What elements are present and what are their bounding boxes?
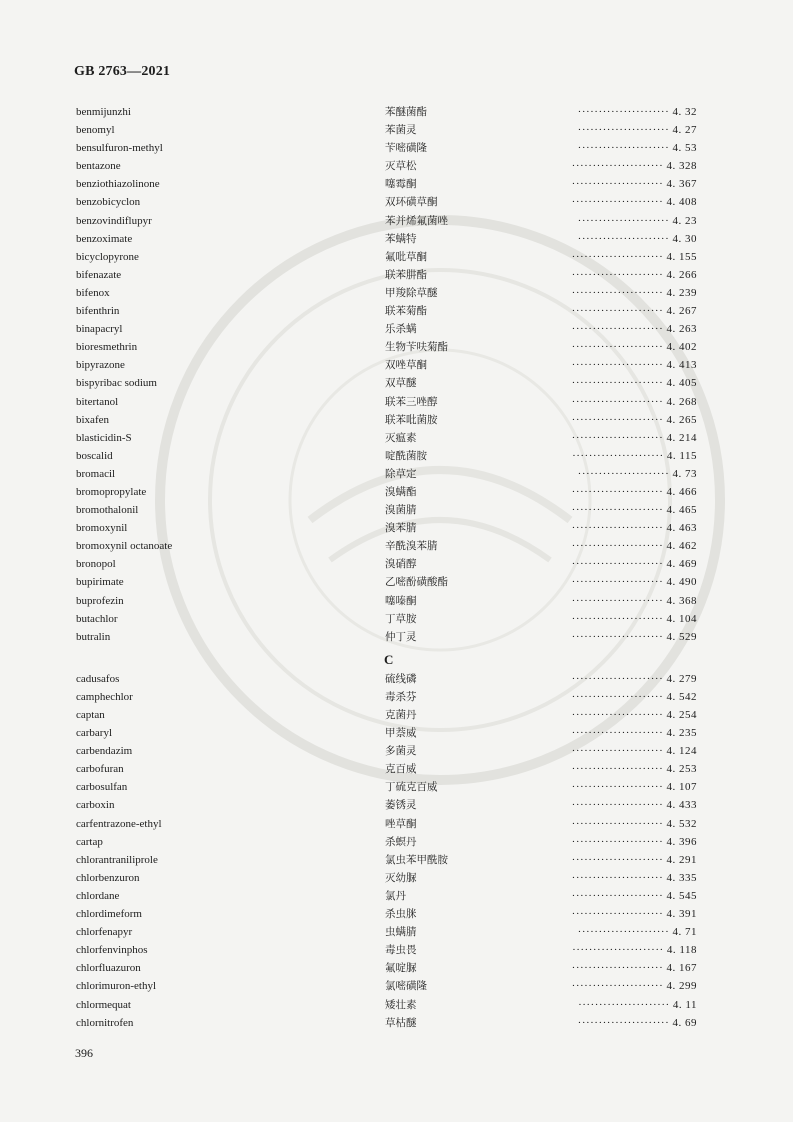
english-name: chlorfenvinphos [76,944,148,957]
index-list [0,103,793,1032]
index-entry [0,670,793,688]
section-reference: ······················ 4. 155 [571,250,697,263]
chinese-name: 联苯肼酯 [385,268,427,281]
chinese-name: 联苯吡菌胺 [385,413,438,426]
index-entry [0,706,793,724]
section-reference: ······················ 4. 291 [571,853,697,866]
english-name: bixafen [76,413,109,426]
english-name: benomyl [76,124,115,137]
english-name: chlorfluazuron [76,962,141,975]
english-name: buprofezin [76,594,124,607]
english-name: benmijunzhi [76,106,131,118]
chinese-name: 苯并烯氟菌唑 [385,214,448,227]
section-reference: ······················ 4. 463 [571,522,697,535]
section-reference: ······················ 4. 71 [577,926,697,939]
section-reference: ······················ 4. 462 [571,540,697,553]
chinese-name: 克菌丹 [385,709,417,721]
english-name: bifenthrin [76,305,120,318]
index-entry [0,573,793,591]
chinese-name: 氟吡草酮 [385,250,427,263]
chinese-name: 氯嘧磺隆 [385,980,427,993]
section-reference: ······················ 4. 23 [577,214,697,227]
english-name: chlorbenzuron [76,871,140,884]
page-number: 396 [75,1046,93,1060]
section-reference: ······················ 4. 279 [571,672,697,685]
index-entry [0,284,793,302]
section-reference: ······················ 4. 408 [571,196,697,209]
chinese-name: 联苯菊酯 [385,305,427,318]
section-reference: ······················ 4. 263 [571,323,697,336]
chinese-name: 氯虫苯甲酰胺 [385,853,448,866]
section-reference: ······················ 4. 32 [577,106,697,118]
index-entry [0,302,793,320]
chinese-name: 啶酰菌胺 [385,449,427,462]
english-name: blasticidin-S [76,431,132,444]
chinese-name: 溴螨酯 [385,485,417,498]
index-entry [0,483,793,501]
chinese-name: 噻霉酮 [385,178,417,191]
english-name: carboxin [76,799,115,812]
section-reference: ······················ 4. 266 [571,268,697,281]
index-entry [0,193,793,211]
section-reference: ······················ 4. 413 [571,359,697,372]
index-entry [0,175,793,193]
index-entry [0,519,793,537]
index-entry [0,941,793,959]
index-entry [0,1014,793,1032]
section-reference: ······················ 4. 107 [571,781,697,794]
chinese-name: 甲萘威 [385,727,417,740]
index-entry [0,815,793,833]
index-entry [0,338,793,356]
english-name: bromopropylate [76,485,147,498]
index-entry [0,139,793,157]
english-name: bifenazate [76,268,122,281]
index-entry [0,851,793,869]
index-entry [0,760,793,778]
section-reference: ······················ 4. 118 [572,944,697,957]
english-name: chlordane [76,889,120,902]
index-entry [0,230,793,248]
english-name: bifenox [76,286,110,299]
english-name: carbendazim [76,745,133,758]
chinese-name: 矮壮素 [385,998,417,1011]
english-name: carbosulfan [76,781,128,794]
english-name: bromoxynil octanoate [76,540,173,553]
section-letter: C [384,651,394,667]
chinese-name: 双环磺草酮 [385,196,438,209]
section-reference: ······················ 4. 253 [571,763,697,776]
section-reference: ······················ 4. 529 [571,630,697,643]
index-entry [0,923,793,941]
english-name: benzovindiflupyr [76,214,152,227]
chinese-name: 杀螟丹 [385,835,417,848]
index-entry [0,356,793,374]
index-entry [0,393,793,411]
index-entry [0,248,793,266]
chinese-name: 苯醚菌酯 [385,106,427,118]
index-entry [0,374,793,392]
english-name: bioresmethrin [76,341,138,354]
section-reference: ······················ 4. 391 [571,908,697,921]
english-name: bronopol [76,558,116,571]
chinese-name: 乙嘧酚磺酸酯 [385,576,448,589]
chinese-name: 双唑草酮 [385,359,427,372]
index-entry [0,688,793,706]
section-heading-c [0,646,793,670]
section-reference: ······················ 4. 466 [571,485,697,498]
english-name: benzobicyclon [76,196,141,209]
section-reference: ······················ 4. 532 [571,817,697,830]
english-name: cartap [76,835,103,848]
section-reference: ······················ 4. 542 [571,690,697,703]
chinese-name: 双草醚 [385,377,417,390]
chinese-name: 乐杀螨 [385,323,417,336]
index-entry [0,742,793,760]
chinese-name: 杀虫脒 [385,908,417,921]
section-reference: ······················ 4. 368 [571,594,697,607]
chinese-name: 毒杀芬 [385,690,417,703]
chinese-name: 唑草酮 [385,817,417,830]
english-name: carfentrazone-ethyl [76,817,162,830]
section-reference: ······················ 4. 490 [571,576,697,589]
section-reference: ······················ 4. 402 [571,341,697,354]
english-name: bentazone [76,160,121,173]
english-name: bitertanol [76,395,119,408]
index-entry [0,501,793,519]
section-reference: ······················ 4. 367 [571,178,697,191]
index-entry [0,996,793,1014]
index-section-b [0,103,793,646]
english-name: bipyrazone [76,359,125,372]
index-entry [0,320,793,338]
section-reference: ······················ 4. 469 [571,558,697,571]
section-reference: ······················ 4. 167 [571,962,697,975]
chinese-name: 灭草松 [385,160,417,173]
section-reference: ······················ 4. 104 [571,612,697,625]
index-entry [0,833,793,851]
english-name: benziothiazolinone [76,178,160,191]
chinese-name: 溴硝醇 [385,558,417,571]
english-name: captan [76,709,105,721]
section-reference: ······················ 4. 396 [571,835,697,848]
index-entry [0,778,793,796]
english-name: binapacryl [76,323,123,336]
index-entry [0,628,793,646]
section-reference: ······················ 4. 69 [577,1016,697,1029]
chinese-name: 丁硫克百威 [385,781,438,794]
chinese-name: 丁草胺 [385,612,417,625]
index-entry [0,537,793,555]
chinese-name: 硫线磷 [385,672,417,685]
chinese-name: 克百威 [385,763,417,776]
english-name: benzoximate [76,232,133,245]
index-entry [0,592,793,610]
section-reference: ······················ 4. 267 [571,305,697,318]
section-reference: ······················ 4. 239 [571,286,697,299]
section-reference: ······················ 4. 27 [577,124,697,137]
english-name: cadusafos [76,672,120,685]
index-entry [0,266,793,284]
section-reference: ······················ 4. 53 [577,142,697,155]
english-name: carbofuran [76,763,124,776]
english-name: bromacil [76,467,116,480]
index-entry [0,724,793,742]
chinese-name: 仲丁灵 [385,630,417,643]
english-name: bromothalonil [76,504,139,517]
index-entry [0,869,793,887]
chinese-name: 苯菌灵 [385,124,417,137]
section-reference: ······················ 4. 299 [571,980,697,993]
english-name: bupirimate [76,576,124,589]
english-name: camphechlor [76,690,133,703]
section-reference: ······················ 4. 545 [571,889,697,902]
chinese-name: 草枯醚 [385,1016,417,1029]
section-reference: ······················ 4. 73 [577,467,697,480]
index-entry [0,121,793,139]
english-name: chlormequat [76,998,131,1011]
chinese-name: 多菌灵 [385,745,417,758]
chinese-name: 甲羧除草醚 [385,286,438,299]
section-reference: ······················ 4. 335 [571,871,697,884]
chinese-name: 除草定 [385,467,417,480]
section-reference: ······················ 4. 405 [571,377,697,390]
chinese-name: 溴菌腈 [385,504,417,517]
chinese-name: 虫螨腈 [385,926,417,939]
chinese-name: 苯螨特 [385,232,417,245]
index-entry [0,411,793,429]
section-reference: ······················ 4. 254 [571,709,697,721]
section-reference: ······················ 4. 433 [571,799,697,812]
english-name: bispyribac sodium [76,377,157,390]
index-entry [0,555,793,573]
section-reference: ······················ 4. 124 [571,745,697,758]
index-entry [0,977,793,995]
chinese-name: 灭幼脲 [385,871,417,884]
section-reference: ······················ 4. 265 [571,413,697,426]
chinese-name: 毒虫畏 [385,944,417,957]
english-name: chlornitrofen [76,1016,134,1029]
section-reference: ······················ 4. 465 [571,504,697,517]
chinese-name: 噻嗪酮 [385,594,417,607]
english-name: bicyclopyrone [76,250,139,263]
section-reference: ······················ 4. 30 [577,232,697,245]
index-entry [0,429,793,447]
english-name: chlorantraniliprole [76,853,158,866]
index-entry [0,157,793,175]
english-name: boscalid [76,449,113,462]
index-entry [0,447,793,465]
section-reference: ······················ 4. 235 [571,727,697,740]
section-reference: ······················ 4. 268 [571,395,697,408]
standard-code-header: GB 2763—2021 [74,64,171,79]
index-entry [0,905,793,923]
chinese-name: 氟啶脲 [385,962,417,975]
chinese-name: 辛酰溴苯腈 [385,540,438,553]
chinese-name: 氯丹 [385,889,406,902]
english-name: butachlor [76,612,118,625]
index-entry [0,796,793,814]
index-section-c [0,670,793,1032]
section-reference: ······················ 4. 214 [571,431,697,444]
chinese-name: 联苯三唑醇 [385,395,438,408]
chinese-name: 萎锈灵 [385,799,417,812]
chinese-name: 溴苯腈 [385,522,417,535]
english-name: chlorimuron-ethyl [76,980,157,993]
section-reference: ······················ 4. 328 [571,160,697,173]
english-name: bromoxynil [76,522,128,535]
chinese-name: 灭瘟素 [385,431,417,444]
section-reference: ······················ 4. 115 [572,449,697,462]
index-entry [0,887,793,905]
chinese-name: 生物苄呋菊酯 [385,341,448,354]
english-name: butralin [76,630,111,643]
english-name: bensulfuron-methyl [76,142,163,155]
section-reference: ······················ 4. 11 [578,998,697,1011]
index-entry [0,212,793,230]
index-entry [0,103,793,121]
english-name: carbaryl [76,727,113,740]
english-name: chlorfenapyr [76,926,133,939]
index-entry [0,959,793,977]
chinese-name: 苄嘧磺隆 [385,142,427,155]
index-entry [0,610,793,628]
english-name: chlordimeform [76,908,142,921]
index-entry [0,465,793,483]
